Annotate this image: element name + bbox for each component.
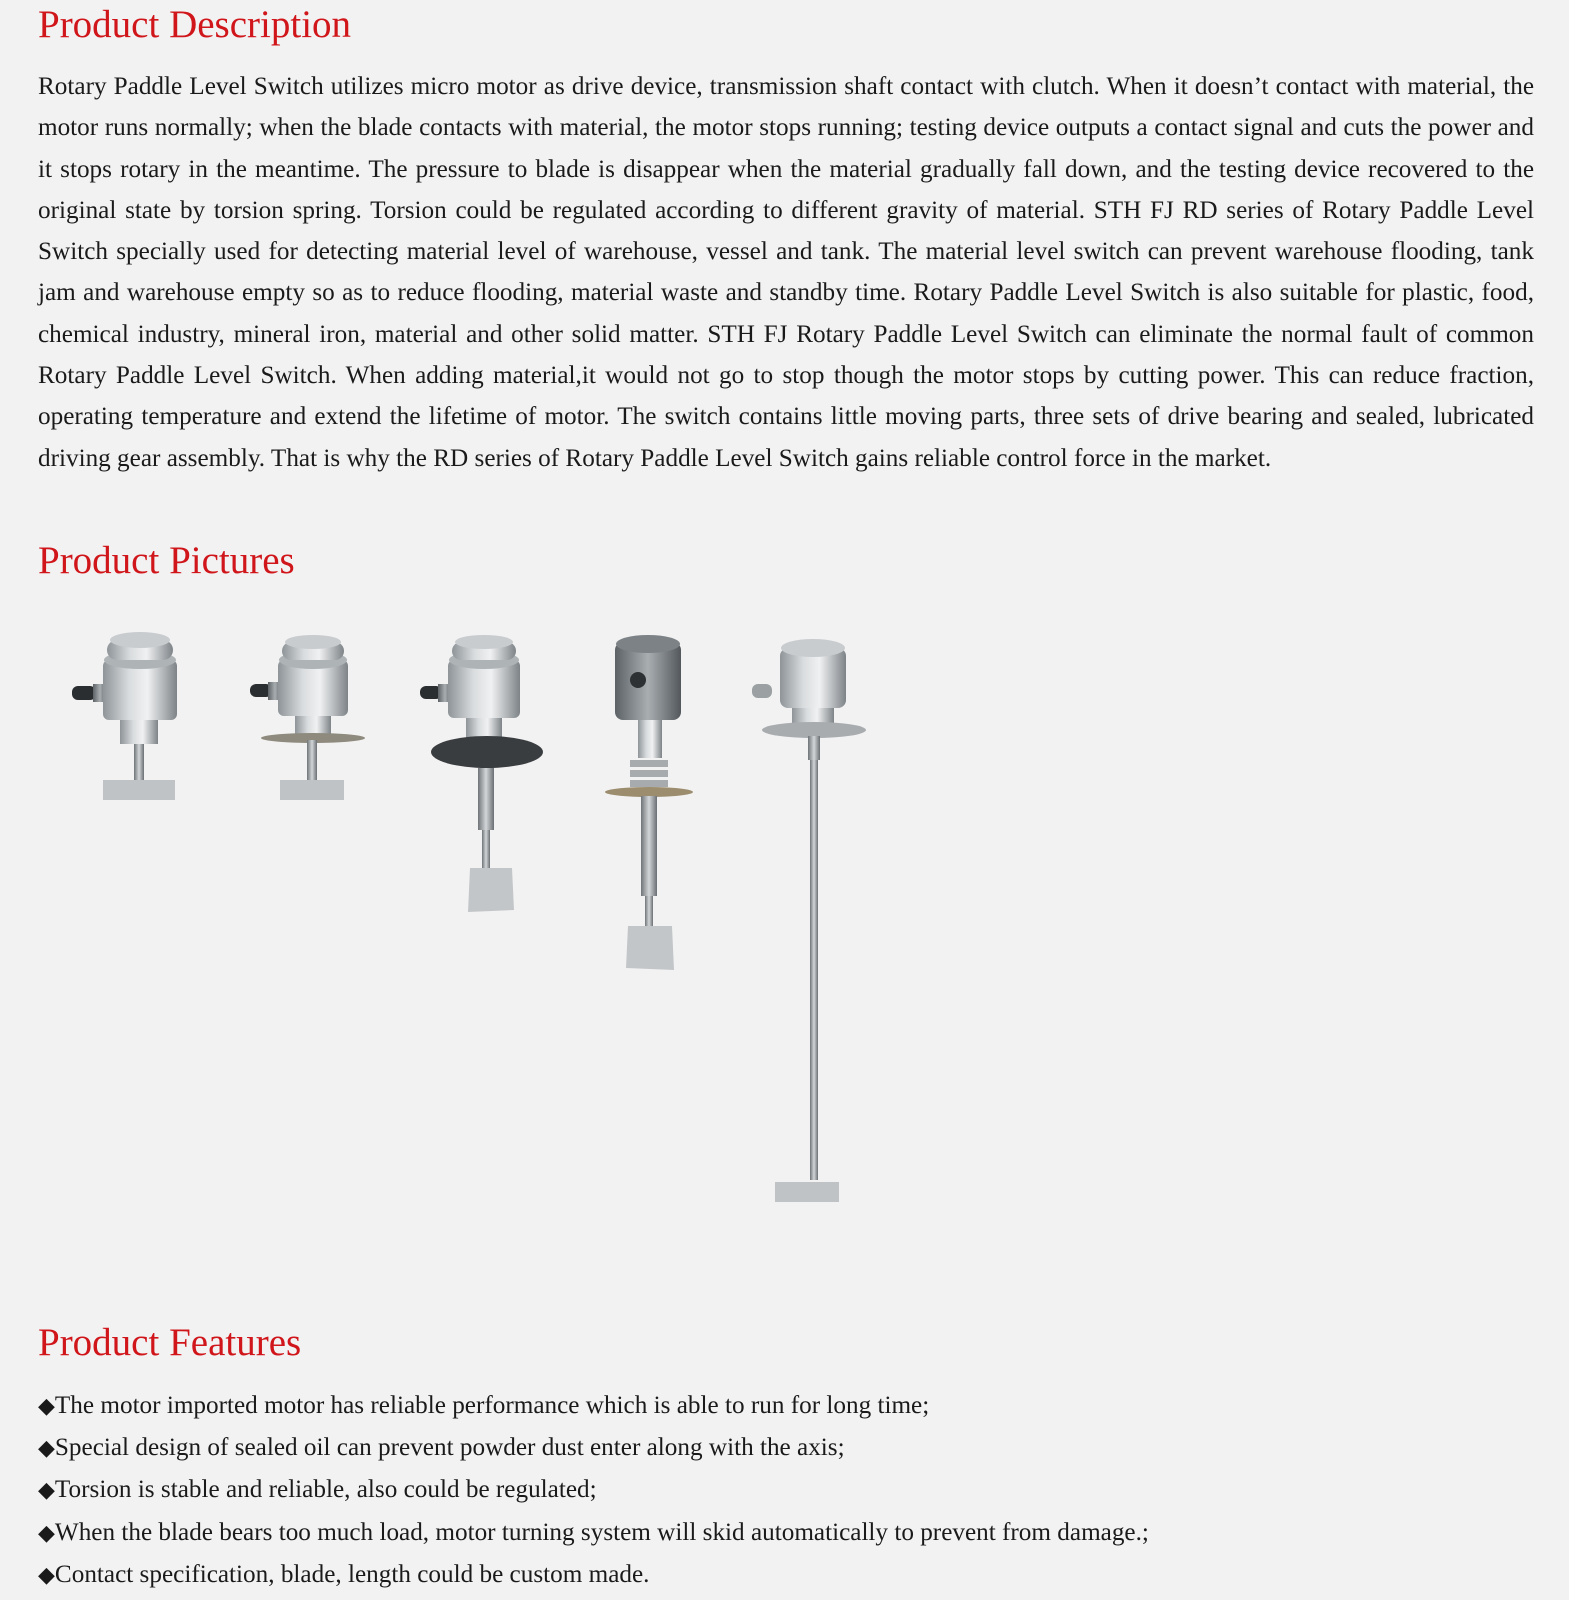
feature-item: ◆The motor imported motor has reliable performance which is able to run for long time;: [38, 1392, 930, 1419]
heading-product-features: Product Features: [38, 1321, 302, 1364]
feature-list: [38, 1385, 1149, 1596]
heading-product-pictures: Product Pictures: [38, 539, 295, 582]
product-pictures: [0, 600, 1569, 1240]
diamond-bullet-icon: ◆: [38, 1436, 55, 1462]
product-image-3: [420, 635, 543, 912]
product-image-5: [752, 639, 866, 1202]
feature-item: ◆Torsion is stable and reliable, also could be regulated;: [38, 1476, 597, 1504]
feature-item: ◆Contact specification, blade, length could be custom made.: [38, 1560, 650, 1588]
feature-item: ◆When the blade bears too much load, motor turning system will skid automatically to prevent from damage.;: [38, 1518, 1149, 1546]
diamond-bullet-icon: ◆: [38, 1394, 55, 1419]
product-image-2: [250, 635, 365, 800]
diamond-bullet-icon: ◆: [38, 1520, 55, 1546]
diamond-bullet-icon: ◆: [38, 1562, 55, 1588]
product-image-1: [72, 632, 177, 800]
diamond-bullet-icon: ◆: [38, 1478, 55, 1504]
feature-item: ◆Special design of sealed oil can prevent powder dust enter along with the axis;: [38, 1434, 845, 1462]
heading-product-description: Product Description: [38, 3, 352, 46]
product-image-4: [605, 635, 693, 970]
description-paragraph: Rotary Paddle Level Switch utilizes micro motor as drive device, transmission shaft contact with clutch. When it doesn’t contact with material, the motor runs normally; when the blade contacts with material, the motor stops running; testing device outputs a contact signal and cuts the power and it stops rotary in the meantime. The pressure to blade is disappear when the material gradually fall down, and the testing device recovered to the original state by torsion spring. Torsion could be regulated according to different gravity of material. STH FJ RD series of Rotary Paddle Level Switch specially used for detecting material level of warehouse, vessel and tank. The material level switch can prevent warehouse flooding, tank jam and warehouse empty so as to reduce flooding, material waste and standby time. Rotary Paddle Level Switch is also suitable for plastic, food, chemical industry, mineral iron, material and other solid matter. STH FJ Rotary Paddle Level Switch can eliminate the normal fault of common Rotary Paddle Level Switch. When adding material,it would not go to stop though the motor stops by cutting power. This can reduce fraction, operating temperature and extend the lifetime of motor. The switch contains little moving parts, three sets of drive bearing and sealed, lubricated driving gear assembly. That is why the RD series of Rotary Paddle Level Switch gains reliable control force in the market.: [38, 73, 1534, 472]
